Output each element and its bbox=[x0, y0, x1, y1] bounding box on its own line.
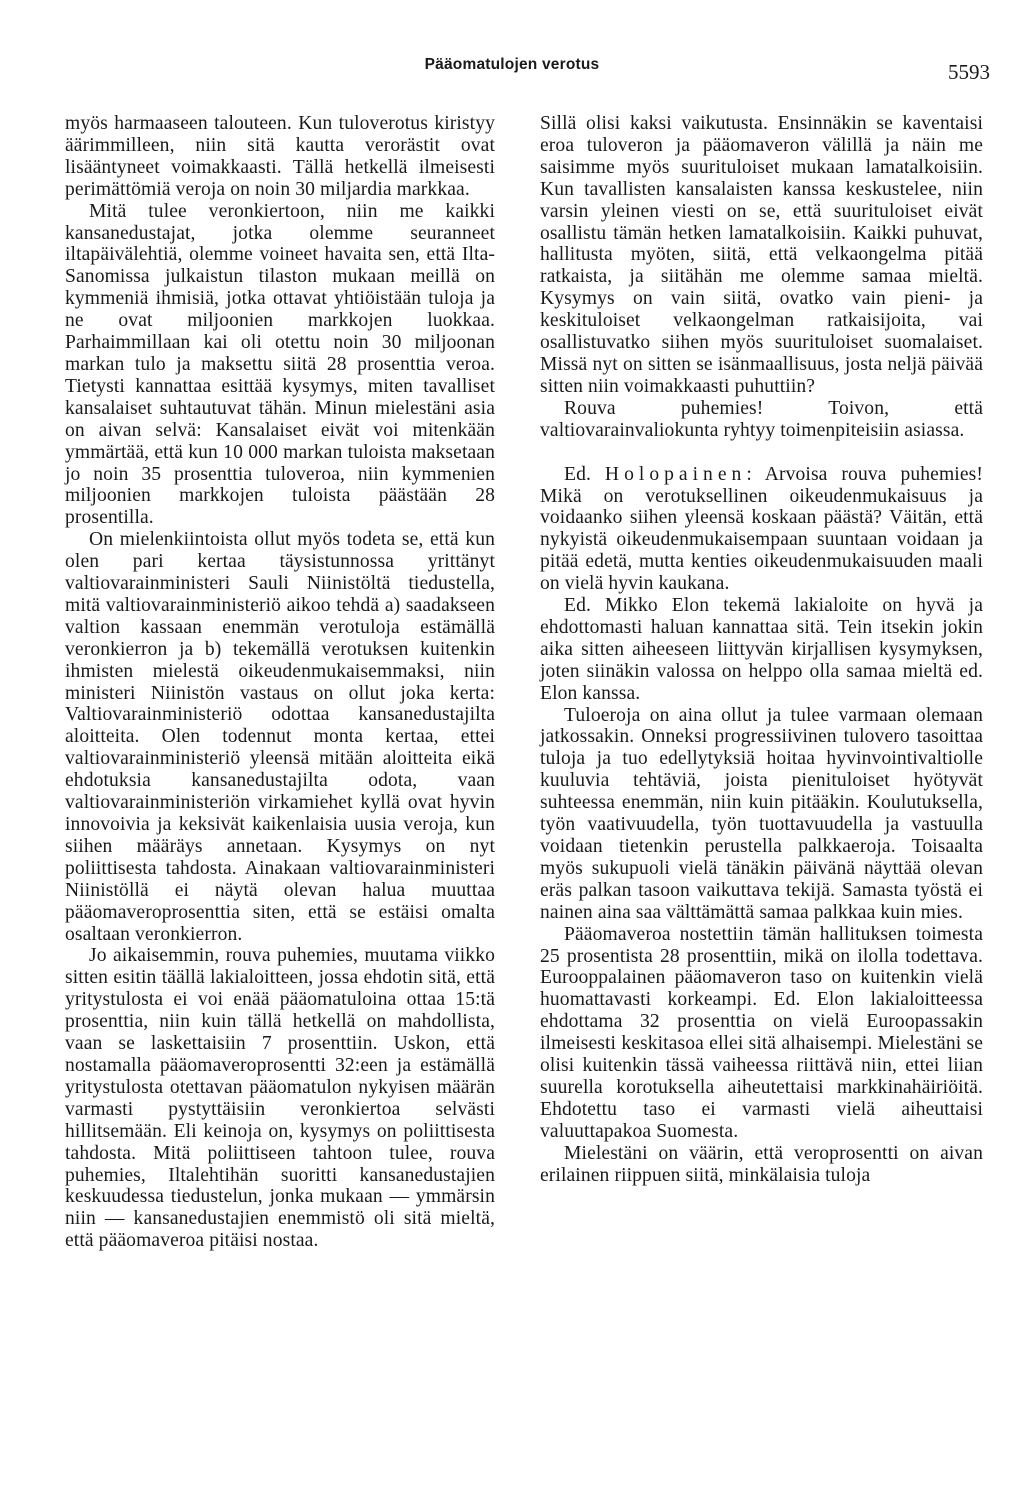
right-paragraph-5: Pääomaveroa nostettiin tämän hallituksen toimesta 25 prosentista 28 prosenttiin, mikä on ilolla todettava. Eurooppalainen pääomaveron taso on kuitenkin vielä huomattavasti korkeampi. Ed. Elon lakialoitteessa ehdottama 32 prosenttia on vielä Euroopassakin ilmeisesti keskitasoa ellei sitä alhaisempi. Mielestäni se olisi kuitenkin tässä vaiheessa riittävä niin, ettei liian suurella korotuksella aiheutettaisi markkinahäiriöitä. Ehdotettu taso ei varmasti vielä aiheuttaisi valuuttapakoa Suomesta. bbox=[540, 923, 983, 1142]
right-paragraph-2: Rouva puhemies! Toivon, että valtiovarainvaliokunta ryhtyy toimenpiteisiin asiassa. bbox=[540, 397, 983, 441]
speech-start-paragraph bbox=[540, 464, 983, 595]
left-paragraph-1: myös harmaaseen talouteen. Kun tuloverotus kiristyy äärimmilleen, niin sitä kautta verorästit ovat lisääntyneet voimakkaasti. Tällä hetkellä ilmeisesti perimättömiä veroja on noin 30 miljardia markkaa. bbox=[65, 113, 495, 200]
speech-opening-text: : Arvoisa rouva puhemies! Mikä on verotuksellinen oikeudenmukaisuus ja voidaanko siihen yleensä koskaan päästä? Väitän, että nykyistä oikeudenmukaisempaan suuntaan voidaan ja pitää edetä, mutta kenties oikeudenmukaisuuden maali on vielä hyvin kaukana. bbox=[540, 463, 984, 595]
speaker-name: Holopainen bbox=[604, 463, 747, 485]
left-paragraph-3: On mielenkiintoista ollut myös todeta se, että kun olen pari kertaa täysistunnossa yrittänyt valtiovarainministeri Sauli Niinistöltä tiedustella, mitä valtiovarainministeriö aikoo tehdä a) saadakseen valtion kassaan enemmän verotuloja estämällä veronkierron ja b) tekemällä verotuksen kuitenkin ihmisten mielestä oikeudenmukaisemmaksi, niin ministeri Niinistön vastaus on ollut joka kerta: Valtiovarainministeriö odottaa kansanedustajilta aloitteita. Olen todennut monta kertaa, ettei valtiovarainministeriö yleensä mitään aloitteita eikä ehdotuksia kansanedustajilta odota, vaan valtiovarainministeriön virkamiehet kyllä ovat hyvin innovoivia ja keksivät kaikenlaisia uusia veroja, kun siihen määräys annetaan. Kysymys on nyt poliittisesta tahdosta. Ainakaan valtiovarainministeri Niinistöllä ei näytä olevan halua muuttaa pääomaveroprosenttia siten, että se estäisi omalta osaltaan veronkierron. bbox=[65, 529, 495, 945]
right-paragraph-3: Ed. Mikko Elon tekemä lakialoite on hyvä ja ehdottomasti haluan kannattaa sitä. Tein itsekin jokin aika sitten aiheeseen liittyvän kirjallisen kysymyksen, joten siinäkin valossa on helppo olla samaa mieltä ed. Elon kanssa. bbox=[540, 595, 983, 704]
right-column bbox=[540, 113, 983, 1187]
left-paragraph-4: Jo aikaisemmin, rouva puhemies, muutama viikko sitten esitin täällä lakialoitteen, jossa ehdotin sitä, että yritystulosta ei voi enää pääomatuloina ottaa 15:tä prosenttia, niin kuin tällä hetkellä on mahdollista, vaan se laskettaisiin 7 prosenttiin. Uskon, että nostamalla pääomaveroprosentti 32:een ja estämällä yritystulosta otettavan pääomatulon nykyisen määrän varmasti pystyttäisiin veronkiertoa selvästi hillitsemään. Eli keinoja on, kysymys on poliittisesta tahdosta. Mitä poliittiseen tahtoon tulee, rouva puhemies, Iltalehtihän suoritti kansanedustajien keskuudessa tiedustelun, jonka mukaan — ymmärsin niin — kansanedustajien enemmistö oli sitä mieltä, että pääomaveroa pitäisi nostaa. bbox=[65, 945, 495, 1252]
speaker-prefix: Ed. bbox=[564, 463, 591, 485]
left-column bbox=[65, 113, 495, 1252]
left-paragraph-2: Mitä tulee veronkiertoon, niin me kaikki kansanedustajat, jotka olemme seuranneet iltapäivälehtiä, olemme voineet havaita sen, että Ilta-Sanomissa julkaistun tilaston mukaan meillä on kymmeniä ihmisiä, jotka ottavat yhtiöistään tuloja ja ne ovat miljoonien markkojen luokkaa. Parhaimmillaan kai oli otettu noin 30 miljoonan markan tulo ja maksettu siitä 28 prosenttia veroa. Tietysti kannattaa esittää kysymys, miten tavalliset kansalaiset suhtautuvat tähän. Minun mielestäni asia on aivan selvä: Kansalaiset eivät voi mitenkään ymmärtää, että kun 10 000 markan tuloista maksetaan jo noin 35 prosenttia tuloveroa, niin kymmenien miljoonien markkojen tuloista päästään 28 prosentilla. bbox=[65, 200, 495, 529]
page-number: 5593 bbox=[948, 60, 990, 84]
right-paragraph-4: Tuloeroja on aina ollut ja tulee varmaan olemaan jatkossakin. Onneksi progressiivinen tulovero tasoittaa tuloja ja tuo edellytyksiä hoitaa hyvinvointivaltiolle kuuluvia tehtäviä, joista pienituloiset hyötyvät suhteessa enemmän, niin kuin pitääkin. Koulutuksella, työn vaativuudella, työn tuottavuudella ja vastuulla voidaan tietenkin perustella palkkaeroja. Toisaalta myös sukupuoli vielä tänäkin päivänä näyttää olevan eräs palkan tasoon vaikuttava tekijä. Samasta työstä ei nainen aina saa välttämättä samaa palkkaa kuin mies. bbox=[540, 704, 983, 923]
running-title: Pääomatulojen verotus bbox=[424, 56, 600, 73]
right-paragraph-1: Sillä olisi kaksi vaikutusta. Ensinnäkin se kaventaisi eroa tuloveron ja pääomaveron välillä ja näin me saisimme myös suurituloiset mukaan lamatalkoisiin. Kun tavallisten kansalaisten kanssa keskustelee, niin varsin yleinen viesti on se, että suurituloiset eivät osallistu tämän hetken lamatalkoisiin. Kaikki puhuvat, hallitusta myöten, siitä, että velkaongelma pitää ratkaista, ja siitähän me olemme samaa mieltä. Kysymys on vain siitä, ovatko vain pieni- ja keskituloiset velkaongelman ratkaisijoita, vai osallistuvatko siihen myös suurituloiset suomalaiset. Missä nyt on sitten se isänmaallisuus, josta neljä päivää sitten niin voimakkaasti puhuttiin? bbox=[540, 113, 983, 397]
right-paragraph-6: Mielestäni on väärin, että veroprosentti on aivan erilainen riippuen siitä, minkälaisia tuloja bbox=[540, 1142, 983, 1186]
